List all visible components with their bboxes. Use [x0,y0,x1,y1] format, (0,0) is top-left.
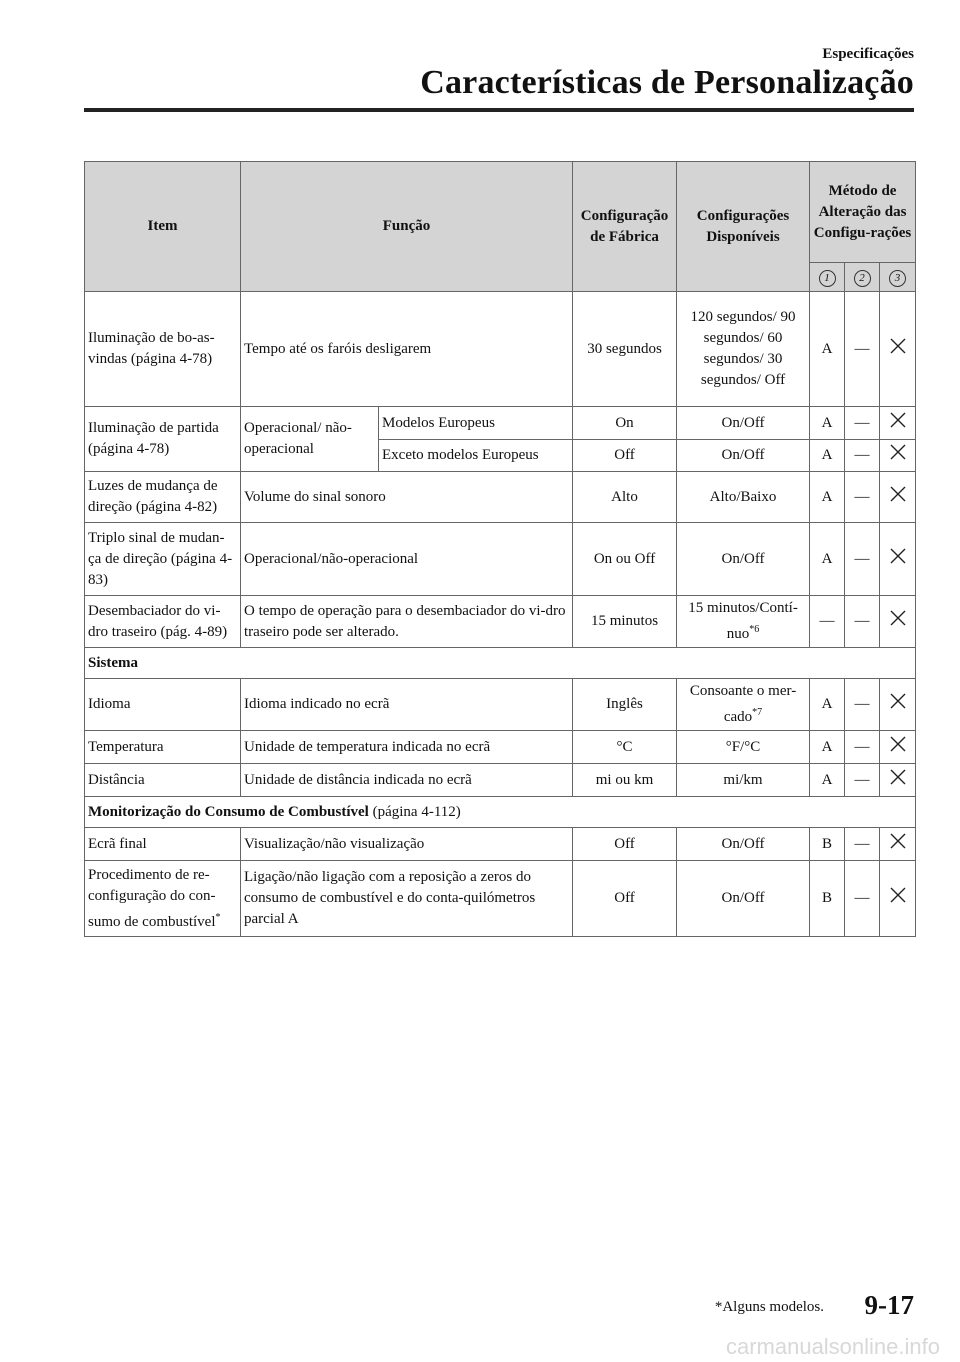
item-cell: Distância [85,764,241,797]
method-2-cell: — [845,440,880,472]
method-1-cell: A [810,523,845,596]
item-cell: Luzes de mudança de direção (página 4-82) [85,472,241,523]
method-col-3: 3 [880,263,916,292]
method-2-cell: — [845,472,880,523]
factory-cell: On ou Off [573,523,677,596]
table-row [85,292,916,407]
x-mark-icon [890,444,906,460]
method-3-cell [880,731,916,764]
available-cell: 15 minutos/Contí-nuo$^{*6}$ [677,596,810,648]
method-1-cell: A [810,731,845,764]
available-cell: On/Off [677,861,810,937]
method-1-cell: A [810,292,845,407]
factory-cell: °C [573,731,677,764]
function-cell: Ligação/não ligação com a reposição a zeros do consumo de combustível e do conta-quilómetros parcial A [241,861,573,937]
factory-cell: On [573,407,677,440]
item-cell: Triplo sinal de mudan-ça de direção (página 4-83) [85,523,241,596]
method-2-cell: — [845,407,880,440]
method-1-cell: A [810,440,845,472]
x-mark-icon [890,610,906,626]
x-mark-icon [890,693,906,709]
x-mark-icon [890,887,906,903]
header-available: Configurações Disponíveis [677,162,810,292]
item-cell: Desembaciador do vi-dro traseiro (pág. 4-89) [85,596,241,648]
method-1-cell: — [810,596,845,648]
function-cell: Operacional/ não-operacional [241,407,379,472]
page-title: Características de Personalização [420,64,914,101]
x-mark-icon [890,338,906,354]
method-3-cell [880,861,916,937]
section-row [85,797,916,828]
function-cell: Visualização/não visualização [241,828,573,861]
table-row [85,472,916,523]
header-function: Função [241,162,573,292]
method-2-cell: — [845,731,880,764]
item-cell: Iluminação de bo-as-vindas (página 4-78) [85,292,241,407]
method-2-cell: — [845,523,880,596]
available-cell: 120 segundos/ 90 segundos/ 60 segundos/ 30 segundos/ Off [677,292,810,407]
factory-cell: 30 segundos [573,292,677,407]
available-cell: °F/°C [677,731,810,764]
function-cell: Tempo até os faróis desligarem [241,292,573,407]
available-cell: On/Off [677,407,810,440]
header-factory: Configuração de Fábrica [573,162,677,292]
function-cell: Operacional/não-operacional [241,523,573,596]
method-2-cell: — [845,292,880,407]
method-3-cell [880,679,916,731]
watermark: carmanualsonline.info [725,1334,940,1359]
method-1-cell: B [810,828,845,861]
method-2-cell: — [845,764,880,797]
header-method: Método de Alteração das Configu-rações [810,162,916,263]
factory-cell: Alto [573,472,677,523]
x-mark-icon [890,736,906,752]
method-1-cell: A [810,764,845,797]
x-mark-icon [890,548,906,564]
x-mark-icon [890,833,906,849]
factory-cell: Inglês [573,679,677,731]
table-row [85,861,916,937]
method-3-cell [880,440,916,472]
method-3-cell [880,407,916,440]
factory-cell: Off [573,861,677,937]
item-cell: Temperatura [85,731,241,764]
x-mark-icon [890,412,906,428]
method-2-cell: — [845,828,880,861]
available-cell: On/Off [677,828,810,861]
method-col-2: 2 [845,263,880,292]
customization-table [84,161,916,937]
function-cell: Volume do sinal sonoro [241,472,573,523]
table-row [85,731,916,764]
table-row [85,764,916,797]
x-mark-icon [890,486,906,502]
method-1-cell: A [810,679,845,731]
method-2-cell: — [845,596,880,648]
section-sistema: Sistema [85,648,916,679]
variant-cell: Exceto modelos Europeus [379,440,573,472]
table-row [85,679,916,731]
method-col-1: 1 [810,263,845,292]
factory-cell: Off [573,828,677,861]
method-2-cell: — [845,679,880,731]
method-1-cell: A [810,407,845,440]
item-cell: Idioma [85,679,241,731]
variant-cell: Modelos Europeus [379,407,573,440]
available-cell: On/Off [677,523,810,596]
method-2-cell: — [845,861,880,937]
function-cell: Unidade de temperatura indicada no ecrã [241,731,573,764]
method-3-cell [880,292,916,407]
function-cell: Idioma indicado no ecrã [241,679,573,731]
footnote: *Alguns modelos. [714,1299,824,1315]
method-1-cell: A [810,472,845,523]
section-fuel-monitor: Monitorização do Consumo de Combustível (página 4-112) [85,797,916,828]
title-divider [84,108,914,112]
factory-cell: Off [573,440,677,472]
method-3-cell [880,523,916,596]
method-3-cell [880,828,916,861]
header-item: Item [85,162,241,292]
page-number: 9-17 [864,1290,914,1320]
method-3-cell [880,764,916,797]
section-row [85,648,916,679]
item-cell: Ecrã final [85,828,241,861]
available-cell: mi/km [677,764,810,797]
available-cell: On/Off [677,440,810,472]
table-row [85,523,916,596]
factory-cell: mi ou km [573,764,677,797]
function-cell: Unidade de distância indicada no ecrã [241,764,573,797]
x-mark-icon [890,769,906,785]
available-cell: Alto/Baixo [677,472,810,523]
method-3-cell [880,472,916,523]
table-row [85,596,916,648]
item-cell: Iluminação de partida (página 4-78) [85,407,241,472]
section-label: Especificações [822,46,914,62]
method-1-cell: B [810,861,845,937]
function-cell: O tempo de operação para o desembaciador do vi-dro traseiro pode ser alterado. [241,596,573,648]
table-row [85,828,916,861]
item-cell: Procedimento de re-configuração do con-sumo de combustível* [85,861,241,937]
method-3-cell [880,596,916,648]
factory-cell: 15 minutos [573,596,677,648]
available-cell: Consoante o mer-cado$^{*7}$ [677,679,810,731]
table-row [85,407,916,440]
